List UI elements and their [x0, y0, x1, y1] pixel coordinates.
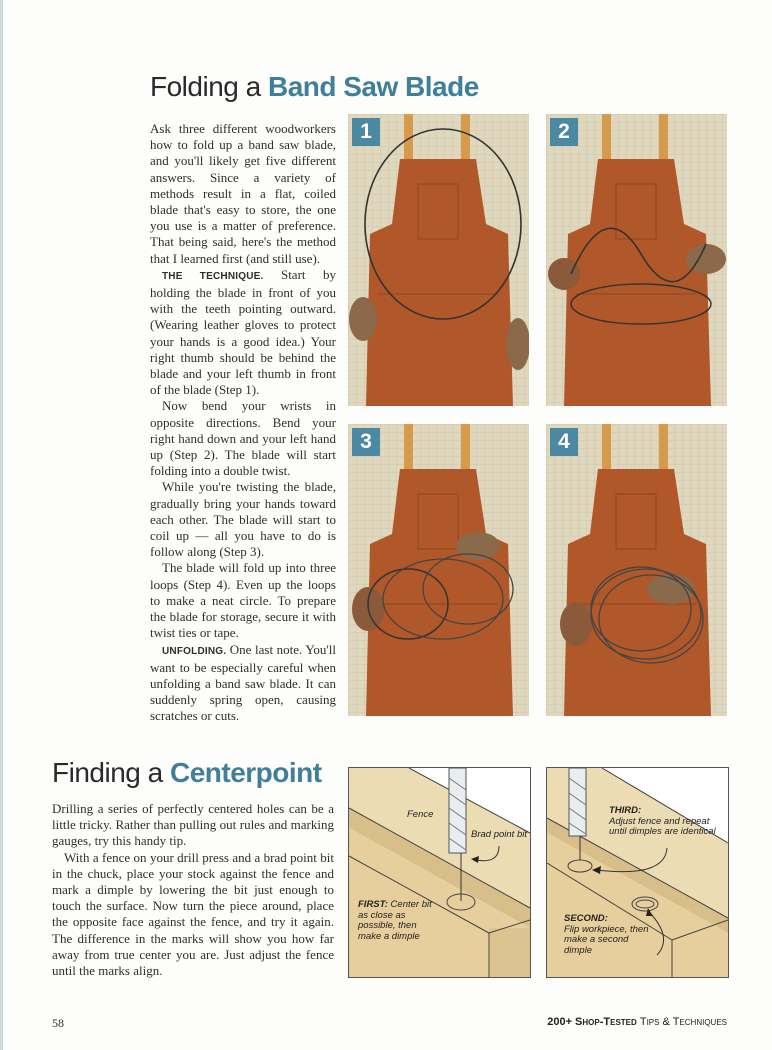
apron-photo: [348, 114, 529, 406]
paragraph-text: Start by holding the blade in front of you with the teeth pointing outward. (Wearing leather gloves to protect your hands is a good idea.) Your right thumb should be behind the blade and your left thumb in front of the blade (Step 1).: [150, 266, 336, 398]
label-second-head: SECOND:: [564, 913, 608, 924]
label-third-text: Adjust fence and repeat until dimples are identical: [609, 815, 716, 838]
run-in-head: UNFOLDING.: [162, 645, 227, 657]
step-photo-3: [348, 424, 529, 716]
diagram-second-third-dimple: [546, 767, 729, 978]
paragraph: [150, 479, 336, 560]
label-first-head: FIRST:: [358, 899, 388, 910]
apron-photo: [546, 424, 727, 716]
diagram-first-dimple: [348, 767, 531, 978]
paragraph-text: The blade will fold up into three loops (Step 4). Even up the loops to make a neat circle. To prepare the blade for storage, secure it with twist ties or tape.: [150, 560, 336, 641]
title-bold: Band Saw Blade: [267, 71, 479, 102]
step-photo-2: [546, 114, 727, 406]
running-head: [547, 1016, 727, 1028]
paragraph-text: Now bend your wrists in opposite directions. Bend your right hand down and your left hand up (Step 2). The blade will start folding into a double twist.: [150, 398, 336, 479]
paragraph: [150, 267, 336, 399]
label-first-text: Center bit as close as possible, then make a dimple: [358, 899, 432, 942]
paragraph: [150, 398, 336, 479]
paragraph: [150, 121, 336, 267]
label-fence: Fence: [407, 809, 434, 820]
running-head-rest: Tips & Techniques: [639, 1016, 727, 1028]
label-brad-point-bit: Brad point bit: [471, 829, 527, 840]
title-light: Finding a: [52, 757, 163, 788]
paragraph: With a fence on your drill press and a brad point bit in the chuck, place your stock against the fence and mark a dimple by lowering the bit just enough to touch the surface. Now turn the piece around, place the opposite face against the fence, and try it again. The difference in the marks will show you how far away from true center you are. Just adjust the fence until the marks align.: [52, 849, 334, 979]
article2-body: [52, 801, 334, 979]
apron-photo: [546, 114, 727, 406]
step-photo-4: [546, 424, 727, 716]
step-badge: 4: [550, 428, 578, 456]
label-second-text: Flip workpiece, then make a second dimple: [564, 923, 649, 956]
step-photo-1: [348, 114, 529, 406]
paragraph-text: One last note. You'll want to be especially careful when unfolding a band saw blade. It can suddenly spring open, causing scratches or cuts.: [150, 641, 336, 724]
title-bold: Centerpoint: [169, 757, 322, 788]
label-first: [358, 900, 440, 942]
apron-photo: [348, 424, 529, 716]
title-light: Folding a: [150, 71, 261, 102]
article1-body: [150, 121, 336, 725]
drill-fence-illustration: [349, 768, 530, 977]
article-title-centerpoint: [52, 756, 322, 790]
paragraph: Drilling a series of perfectly centered holes can be a little tricky. Rather than pulling out rules and marking gauges, try this handy tip.: [52, 801, 334, 849]
page-number: 58: [52, 1016, 64, 1030]
run-in-head: THE TECHNIQUE.: [162, 270, 264, 282]
label-third: [609, 806, 724, 838]
paragraph-text: Ask three different woodworkers how to fold up a band saw blade, and you'll likely get five different answers. Since a variety of methods result in a flat, coiled blade that's easy to store, the one you use is a matter of preference. That being said, here's the method that I learned first (and still use).: [150, 121, 336, 266]
running-head-bold: 200+ Shop-Tested: [547, 1016, 637, 1028]
step-badge: 2: [550, 118, 578, 146]
step-badge: 1: [352, 118, 380, 146]
label-third-head: THIRD:: [609, 805, 642, 816]
step-badge: 3: [352, 428, 380, 456]
paragraph: [150, 560, 336, 641]
paragraph: [150, 642, 336, 725]
article-title-band-saw: [150, 70, 479, 104]
page-edge: [0, 0, 3, 1050]
paragraph-text: While you're twisting the blade, gradually bring your hands toward each other. The blade will start to coil up — all you have to do is follow along (Step 3).: [150, 479, 336, 560]
label-second: [564, 914, 649, 956]
